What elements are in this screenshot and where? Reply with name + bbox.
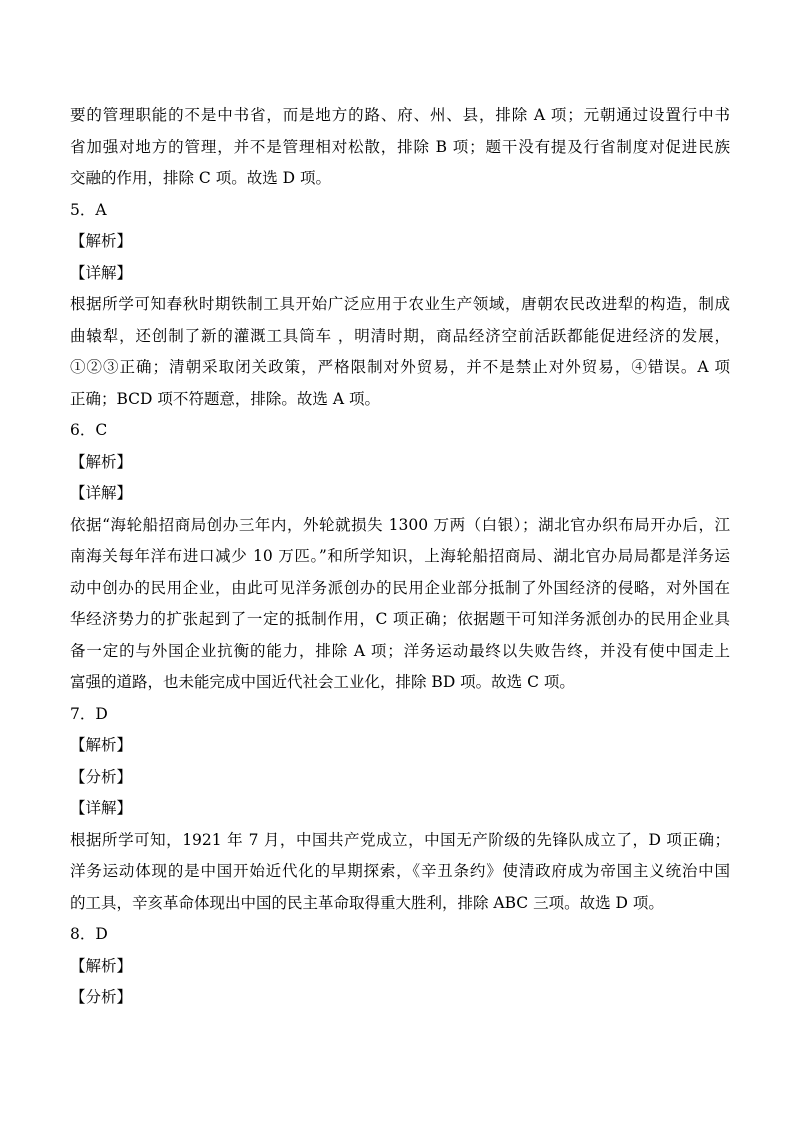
paragraph-line: 正确；BCD 项不符题意，排除。故选 A 项。 [70,389,380,408]
section-label: 【详解】 [70,263,133,282]
paragraph-line: 富强的道路，也未能完成中国近代社会工业化，排除 BD 项。故选 C 项。 [70,673,575,691]
section-label: 【解析】 [70,736,133,754]
section-label: 【分析】 [70,767,133,786]
section-label: 【分析】 [70,988,133,1006]
answer-number: 5．A [70,200,107,219]
paragraph-line: 备一定的与外国企业抗衡的能力，排除 A 项；洋务运动最终以失败告终，并没有使中国走上 [70,641,730,660]
paragraph-line: 省加强对地方的管理，并不是管理相对松散，排除 B 项；题干没有提及行省制度对促进民族 [70,137,730,156]
paragraph-line: 曲辕犁，还创制了新的灌溉工具筒车 ，明清时期，商品经济空前活跃都能促进经济的发展， [70,326,730,345]
paragraph-line: 交融的作用，排除 C 项。故选 D 项。 [70,169,331,187]
paragraph-line: 华经济势力的扩张起到了一定的抵制作用，C 项正确；依据题干可知洋务派创办的民用企业具 [70,610,730,628]
paragraph-line: 根据所学可知，1921 年 7 月，中国共产党成立，中国无产阶级的先锋队成立了，D 项正确； [70,830,730,849]
section-label: 【详解】 [70,799,133,817]
paragraph-line: 动中创办的民用企业，由此可见洋务派创办的民用企业部分抵制了外国经济的侵略，对外国在 [70,578,730,597]
section-label: 【详解】 [70,484,133,502]
paragraph-line: 依据“海轮船招商局创办三年内，外轮就损失 1300 万两（白银）；湖北官办织布局开办后，江 [70,515,730,534]
answer-number: 8．D [70,925,108,943]
section-label: 【解析】 [70,232,133,250]
section-label: 【解析】 [70,452,133,471]
answer-number: 7．D [70,704,108,723]
paragraph-line: 的工具，辛亥革命体现出中国的民主革命取得重大胜利，排除 ABC 三项。故选 D 项。 [70,893,664,912]
section-label: 【解析】 [70,956,133,975]
paragraph-line: 根据所学可知春秋时期铁制工具开始广泛应用于农业生产领域，唐朝农民改进犁的构造，制成 [70,295,730,313]
paragraph-line: ①②③正确；清朝采取闭关政策，严格限制对外贸易，并不是禁止对外贸易，④错误。A 项 [70,358,730,376]
paragraph-line: 洋务运动体现的是中国开始近代化的早期探索，《辛丑条约》使清政府成为帝国主义统治中国 [70,862,730,880]
document-page [70,100,730,1014]
answer-number: 6．C [70,421,108,439]
paragraph-line: 南海关每年洋布进口减少 10 万匹。”和所学知识，上海轮船招商局、湖北官办局局都是洋务运 [70,547,730,565]
paragraph-line: 要的管理职能的不是中书省，而是地方的路、府、州、县，排除 A 项；元朝通过设置行中书 [70,106,730,124]
